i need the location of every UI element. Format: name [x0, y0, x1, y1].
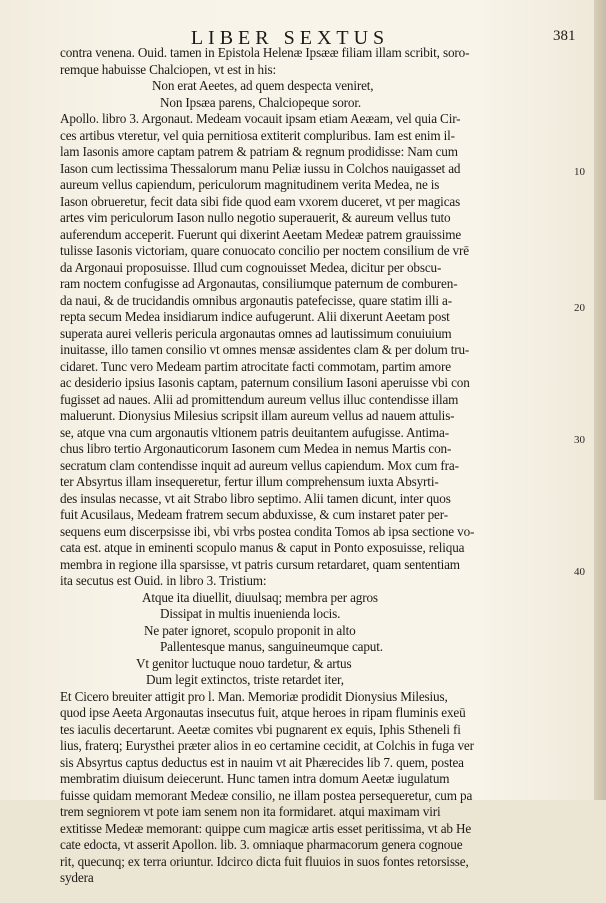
text-line: cidaret. Tunc vero Medeam partim atrocitate facti commotam, partim amore: [60, 359, 580, 376]
text-line: tes iaculis decertarunt. Aeetæ comites vbi pugnarent ex equis, Iphis Stheneli fi: [60, 722, 580, 739]
text-body: [60, 45, 580, 903]
verse-line: Dum legit extinctos, triste retardet iter,: [60, 672, 580, 689]
page-edge: [594, 0, 606, 800]
margin-line-number: 30: [574, 434, 585, 446]
verse-line: Ne pater ignoret, scopulo proponit in alto: [60, 623, 580, 640]
text-line: cata est. atque in eminenti scopulo manus & caput in Ponto exposuisse, reliqua: [60, 540, 580, 557]
text-line: des insulas necasse, vt ait Strabo libro septimo. Alii tamen dicunt, inter quos: [60, 491, 580, 508]
text-line: sis Absyrtus captus deductus est in nauim vt ait Phærecides lib 7. quem, postea: [60, 755, 580, 772]
text-line: extitisse Medeæ memorant: quippe cum magicæ artis esset peritissima, vt ab He: [60, 821, 580, 838]
text-line: Iason obrueretur, fecit data sibi fide quod eam vxorem duceret, vt per magicas: [60, 194, 580, 211]
text-line: superata aurei velleris pericula argonautas omnes ad lautissimum conuiuium: [60, 326, 580, 343]
text-line: cate edocta, vt asserit Apollon. lib. 3. omniaque pharmacorum genera cognoue: [60, 837, 580, 854]
text-line: ces artibus vteretur, vel quia pernitiosa extiterit compluribus. Iam est enim il-: [60, 128, 580, 145]
text-line: Apollo. libro 3. Argonaut. Medeam vocauit ipsam etiam Aeæam, vel quia Cir-: [60, 111, 580, 128]
text-line: tulisse Iasonis victoriam, quare conuocato concilio per noctem consilium de vrē: [60, 243, 580, 260]
text-line: membra in regione illa sparsisse, vt patris cursum retardaret, quam sententiam: [60, 557, 580, 574]
text-line: ac desiderio ipsius Iasonis captam, paternum consilium Iasoni aperuisse vbi con: [60, 375, 580, 392]
running-title: LIBER SEXTUS: [140, 27, 440, 50]
text-line: Et Cicero breuiter attigit pro l. Man. Memoriæ prodidit Dionysius Milesius,: [60, 689, 580, 706]
verse-line: Dissipat in multis inuenienda locis.: [60, 606, 580, 623]
catchword: [60, 887, 580, 903]
text-line: artes vim periculorum Iason nullo negotio superauerit, & aureum vellus tuto: [60, 210, 580, 227]
text-line: contra venena. Ouid. tamen in Epistola Helenæ Ipsææ filiam illam scribit, soro-: [60, 45, 580, 62]
margin-line-number: 40: [574, 566, 585, 578]
text-line: ita secutus est Ouid. in libro 3. Tristium:: [60, 573, 580, 590]
text-line: secratum clam contendisse inquit ad aureum vellus capiendum. Mox cum fra-: [60, 458, 580, 475]
text-line: Iason cum lectissima Thessalorum manu Peliæ iussu in Colchos nauigasset ad: [60, 161, 580, 178]
verse-line: Non Ipsæa parens, Chalciopeque soror.: [60, 95, 580, 112]
text-line: ram noctem confugisse ad Argonautas, consiliumque paternum de comburen-: [60, 276, 580, 293]
margin-line-number: 10: [574, 166, 585, 178]
text-line: maluerunt. Dionysius Milesius scripsit illam aureum vellus ad nauem attulis-: [60, 408, 580, 425]
text-line: sydera: [60, 870, 580, 887]
verse-line: Pallentesque manus, sanguineumque caput.: [60, 639, 580, 656]
text-line: rit, quecunq; ex terra oriuntur. Idcirco dicta fuit fluuios in suos fontes retorsisse,: [60, 854, 580, 871]
text-line: se, atque vna cum argonautis vltionem patris deuitantem aufugisse. Antima-: [60, 425, 580, 442]
text-line: da Argonaui proposuisse. Illud cum cognouisset Medea, dicitur per obscu-: [60, 260, 580, 277]
verse-line: Atque ita diuellit, diuulsaq; membra per agros: [60, 590, 580, 607]
margin-line-number: 20: [574, 302, 585, 314]
text-line: quod ipse Aeeta Argonautas insecutus fuit, atque heroes in ripam fluminis exeū: [60, 705, 580, 722]
verse-line: Vt genitor luctuque nouo tardetur, & artus: [60, 656, 580, 673]
text-line: repta secum Medea insidiarum indice aufugerunt. Alii dixerunt Aeetam post: [60, 309, 580, 326]
text-line: auferendum acceperit. Fuerunt qui dixerint Aeetam Medeæ patrem grauissime: [60, 227, 580, 244]
text-line: sequens eum discerpsisse ibi, vbi vrbs postea condita Tomos ab ipsa sectione vo-: [60, 524, 580, 541]
text-line: lam Iasonis amore captam patrem & patriam & regnum prodidisse: Nam cum: [60, 144, 580, 161]
text-line: aureum vellus capiendum, periculorum magnitudinem verita Medea, ne is: [60, 177, 580, 194]
text-line: inuitasse, illo tamen consilio vt omnes mensæ assidentes clam & per dolum tru-: [60, 342, 580, 359]
page-number: 381: [553, 28, 576, 45]
text-line: lius, fraterq; Eurysthei præter alios in eo certamine cecidit, at Colchis in fuga ver: [60, 738, 580, 755]
text-line: ter Absyrtus illam insequeretur, fertur illum comprehensum iuxta Absyrti-: [60, 474, 580, 491]
verse-line: Non erat Aeetes, ad quem despecta veniret,: [60, 78, 580, 95]
text-line: chus libro tertio Argonauticorum Iasonem cum Medea in nemus Martis con-: [60, 441, 580, 458]
text-line: trem segniorem vt pote iam senem non ita formidaret. atqui maximam viri: [60, 804, 580, 821]
text-line: fugisset ad naues. Alii ad promittendum aureum vellus illuc contendisse illam: [60, 392, 580, 409]
text-line: membratim diuisum deiecerunt. Hunc tamen intra domum Aeetæ iugulatum: [60, 771, 580, 788]
text-line: da naui, & de trucidandis omnibus argonautis patefecisse, quare statim illi a-: [60, 293, 580, 310]
text-line: fuisse quidam memorant Medeæ consilio, ne illam postea persequeretur, cum pa: [60, 788, 580, 805]
text-line: fuit Acusilaus, Medeam fratrem secum abduxisse, & cum instaret pater per-: [60, 507, 580, 524]
text-line: remque habuisse Chalciopen, vt est in his:: [60, 62, 580, 79]
